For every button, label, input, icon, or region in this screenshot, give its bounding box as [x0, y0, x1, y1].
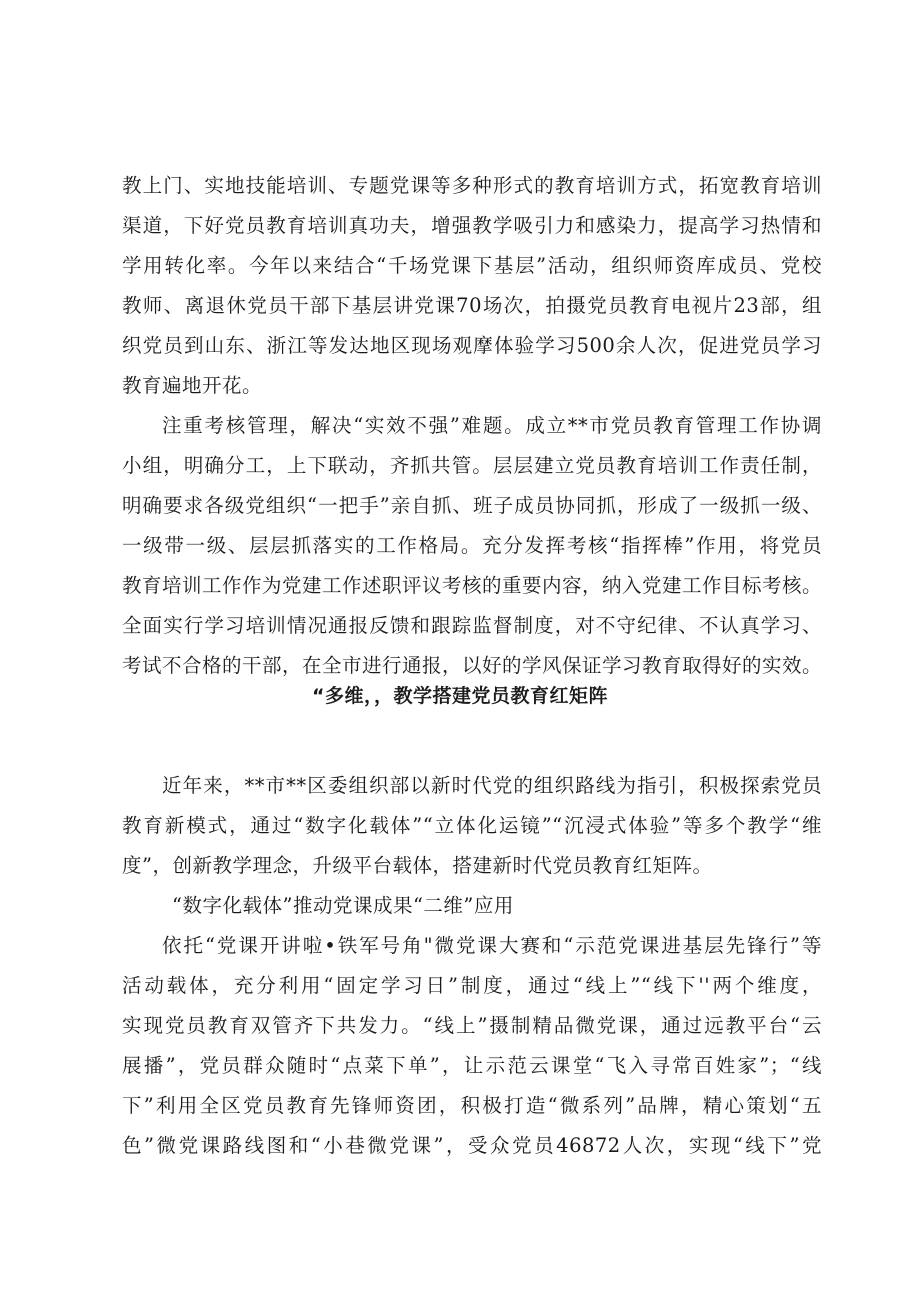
text-line: 考试不合格的干部，在全市进行通报，以好的学风保证学习教育取得好的实效。 [122, 654, 823, 677]
text-line: 教育新模式，通过“数字化载体”“立体化运镜”“沉浸式体验”等多个教学“维 [122, 814, 822, 837]
text-line: 展播”，党员群众随时“点菜下单”，让示范云课堂“飞入寻常百姓家”；“线 [122, 1054, 822, 1077]
text-line: 织党员到山东、浙江等发达地区现场观摩体验学习500余人次，促进党员学习 [122, 334, 822, 357]
text-line: 小组，明确分工，上下联动，齐抓共管。层层建立党员教育培训工作责任制， [122, 454, 822, 477]
text-line: 学用转化率。今年以来结合“千场党课下基层”活动，组织师资库成员、党校 [122, 254, 822, 277]
text-line: 渠道，下好党员教育培训真功夫，增强教学吸引力和感染力，提高学习热情和 [122, 214, 822, 237]
text-line: 明确要求各级党组织“一把手”亲自抓、班子成员协同抓，形成了一级抓一级、 [122, 494, 822, 517]
text-line: 下”利用全区党员教育先锋师资团，积极打造“微系列”品牌，精心策划“五 [122, 1094, 822, 1117]
text-line: 教上门、实地技能培训、专题党课等多种形式的教育培训方式，拓宽教育培训 [122, 174, 822, 197]
text-line: 教育遍地开花。 [122, 374, 263, 397]
text-line: 近年来，**市**区委组织部以新时代党的组织路线为指引，积极探索党员 [162, 774, 822, 797]
subheading: “数字化载体”推动党课成果“二维”应用 [172, 894, 514, 917]
text-line: 教师、离退休党员干部下基层讲党课70场次，拍摄党员教育电视片23部，组 [122, 294, 822, 317]
text-line: 全面实行学习培训情况通报反馈和跟踪监督制度，对不守纪律、不认真学习、 [122, 614, 822, 637]
text-line: 活动载体，充分利用“固定学习日”制度，通过“线上”“线下''两个维度， [122, 974, 822, 997]
section-heading: “多维，，教学搭建党员教育红矩阵 [312, 685, 608, 707]
text-line: 注重考核管理，解决“实效不强”难题。成立**市党员教育管理工作协调 [162, 414, 822, 437]
text-line: 实现党员教育双管齐下共发力。“线上”摄制精品微党课，通过远教平台“云 [122, 1014, 822, 1037]
text-line: 教育培训工作作为党建工作述职评议考核的重要内容，纳入党建工作目标考核。 [122, 574, 823, 597]
text-line: 度”，创新教学理念，升级平台载体，搭建新时代党员教育红矩阵。 [122, 854, 713, 877]
text-line: 一级带一级、层层抓落实的工作格局。充分发挥考核“指挥棒”作用，将党员 [122, 534, 822, 557]
text-line: 色”微党课路线图和“小巷微党课”，受众党员46872人次，实现“线下”党 [122, 1134, 822, 1157]
text-line: 依托“党课开讲啦•铁军号角"微党课大赛和“示范党课进基层先锋行”等 [162, 934, 822, 957]
